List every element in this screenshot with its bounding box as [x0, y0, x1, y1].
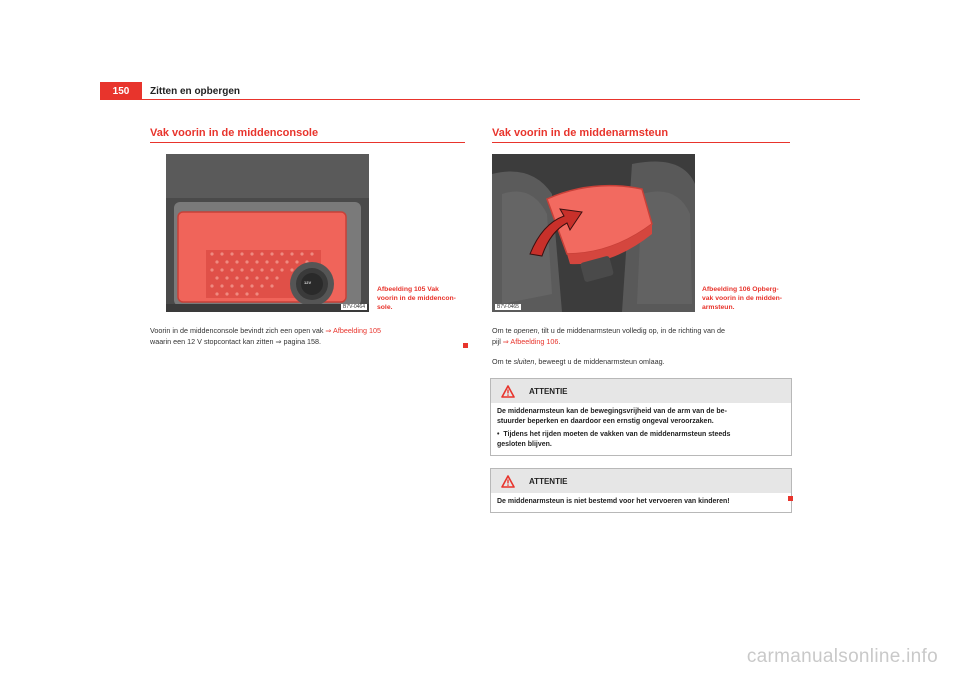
bullet: • [497, 431, 500, 438]
figure-middenconsole [166, 154, 369, 312]
section-title-middenconsole: Vak voorin in de middenconsole [150, 127, 319, 139]
warning-header [491, 379, 791, 403]
figure-caption-105: Afbeelding 105 Vak voorin in de middencon- sole. [377, 286, 456, 311]
warning-title: ATTENTIE [529, 386, 568, 396]
body-paragraph-left: Voorin in de middenconsole bevindt zich een open vak ⇒ Afbeelding 105 waarin een 12 V stopcontact kan zitten ⇒ pagina 158. [150, 326, 382, 346]
socket-label: 12V [304, 280, 312, 285]
link-afbeelding-106[interactable]: ⇒ Afbeelding 106 [502, 336, 559, 346]
armrest-illustration [492, 154, 695, 312]
link-afbeelding-105[interactable]: ⇒ Afbeelding 105 [325, 326, 382, 335]
body-paragraph-close: Om te sluiten, beweegt u de middenarmsteun omlaag. [492, 357, 665, 366]
warning-triangle-icon [501, 385, 515, 398]
warning-box-2 [490, 468, 792, 513]
chapter-title: Zitten en opbergen [150, 86, 240, 97]
section-end-marker [788, 496, 793, 501]
console-illustration [166, 154, 369, 312]
figure-caption-106: Afbeelding 106 Opberg- vak voorin in de midden- armsteun. [702, 286, 783, 311]
warning-triangle-icon [501, 475, 515, 488]
figure-code: B7V-0465 [497, 304, 519, 310]
figure-middenarmsteun [492, 154, 695, 312]
watermark: carmanualsonline.info [746, 646, 938, 667]
warning-header [491, 469, 791, 493]
section-title-middenarmsteun: Vak voorin in de middenarmsteun [492, 127, 669, 139]
header-rule [142, 99, 860, 100]
section-end-marker [463, 343, 468, 348]
body-paragraph-open: Om te openen, tilt u de middenarmsteun volledig op, in de richting van de pijl ⇒ Afbeelding 106. [492, 326, 725, 346]
page-number: 150 [100, 82, 142, 100]
warning-title: ATTENTIE [529, 476, 568, 486]
warning-box-1 [490, 378, 792, 456]
section-rule-right [492, 142, 790, 143]
section-rule-left [150, 142, 465, 143]
figure-code: B7V-0464 [343, 304, 365, 310]
warning-body: De middenarmsteun kan de bewegingsvrijheid van de arm van de be- stuurder beperken en daardoor een ernstig ongeval veroorzaken. • Tijdens het rijden moeten de vakken van de middenarmsteun steeds gesloten blijven. [497, 408, 731, 448]
warning-body: De middenarmsteun is niet bestemd voor het vervoeren van kinderen! [497, 498, 730, 505]
